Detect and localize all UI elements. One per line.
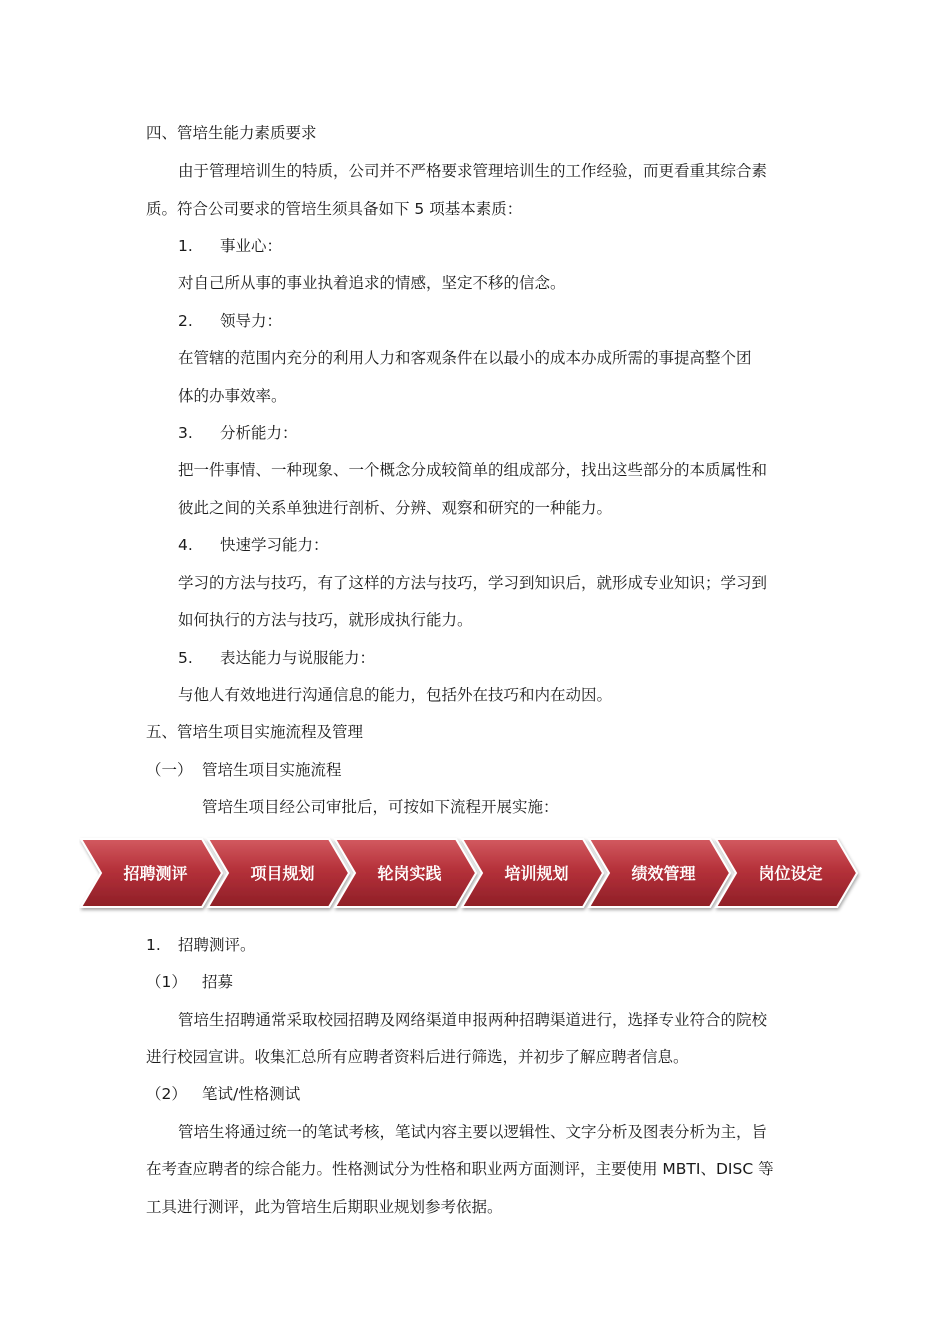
list-item-text: 如何执行的方法与技巧，就形成执行能力。 [178, 611, 473, 629]
list-item-title [178, 423, 298, 443]
list-item-number: 4. [178, 536, 193, 554]
subsection-title: 管培生项目实施流程 [202, 761, 342, 779]
flow-step-label: 招聘测评 [123, 864, 188, 883]
paragraph-2-line-3: 工具进行测评，此为管培生后期职业规划参考依据。 [146, 1198, 503, 1216]
paragraph-2-heading [146, 1084, 300, 1104]
process-flow-graphic [79, 833, 864, 915]
list-item-label: 事业心： [220, 237, 283, 255]
list-item-label: 领导力： [220, 312, 283, 330]
flow-step-label: 岗位设定 [758, 864, 823, 883]
list-item-label: 表达能力与说服能力： [220, 649, 376, 667]
paragraph-number: （2） [146, 1085, 187, 1103]
list-item-label: 分析能力： [220, 424, 298, 442]
flow-step-label: 绩效管理 [631, 864, 696, 883]
step-title: 招聘测评。 [178, 936, 256, 954]
paragraph-number: （1） [146, 973, 187, 991]
list-item-number: 2. [178, 312, 193, 330]
process-flow [79, 833, 864, 915]
section-5-heading: 五、管培生项目实施流程及管理 [146, 723, 364, 741]
flow-step-label: 轮岗实践 [377, 864, 442, 883]
list-item-text: 彼此之间的关系单独进行剖析、分辨、观察和研究的一种能力。 [178, 499, 613, 517]
step-1-heading [146, 935, 256, 955]
list-item-number: 1. [178, 237, 193, 255]
paragraph-2-line-2: 在考查应聘者的综合能力。性格测试分为性格和职业两方面测评，主要使用 MBTI、DISC 等 [146, 1160, 774, 1178]
list-item-title [178, 535, 329, 555]
section-4-heading: 四、管培生能力素质要求 [146, 124, 317, 142]
flow-step-label: 项目规划 [250, 864, 315, 883]
paragraph-1-line-2: 进行校园宣讲。收集汇总所有应聘者资料后进行筛选，并初步了解应聘者信息。 [146, 1048, 689, 1066]
list-item-title [178, 311, 282, 331]
list-item-number: 3. [178, 424, 193, 442]
list-item-text: 对自己所从事的事业执着追求的情感，坚定不移的信念。 [178, 274, 566, 292]
paragraph-title: 招募 [202, 973, 234, 991]
list-item-title [178, 236, 282, 256]
paragraph-title: 笔试/性格测试 [202, 1085, 301, 1103]
flow-step-label: 培训规划 [504, 864, 569, 883]
list-item-text: 与他人有效地进行沟通信息的能力，包括外在技巧和内在动因。 [178, 686, 613, 704]
list-item-text: 在管辖的范围内充分的利用人力和客观条件在以最小的成本办成所需的事提高整个团 [178, 349, 752, 367]
list-item-title [178, 648, 375, 668]
subsection-1-heading [146, 760, 342, 780]
paragraph-1-line-1: 管培生招聘通常采取校园招聘及网络渠道申报两种招聘渠道进行，选择专业符合的院校 [178, 1011, 768, 1029]
step-number: 1. [146, 936, 161, 954]
section-4-intro-line-2: 质。符合公司要求的管培生须具备如下 5 项基本素质： [146, 200, 523, 218]
section-4-intro-line-1: 由于管理培训生的特质，公司并不严格要求管理培训生的工作经验，而更看重其综合素 [178, 162, 768, 180]
paragraph-2-line-1: 管培生将通过统一的笔试考核，笔试内容主要以逻辑性、文字分析及图表分析为主，旨 [178, 1123, 768, 1141]
list-item-text: 体的办事效率。 [178, 387, 287, 405]
list-item-number: 5. [178, 649, 193, 667]
list-item-text: 把一件事情、一种现象、一个概念分成较简单的组成部分，找出这些部分的本质属性和 [178, 461, 768, 479]
paragraph-1-heading [146, 972, 233, 992]
list-item-label: 快速学习能力： [220, 536, 329, 554]
list-item-text: 学习的方法与技巧，有了这样的方法与技巧，学习到知识后，就形成专业知识；学习到 [178, 574, 768, 592]
subsection-number: （一） [146, 761, 193, 779]
subsection-intro: 管培生项目经公司审批后，可按如下流程开展实施： [202, 798, 559, 816]
